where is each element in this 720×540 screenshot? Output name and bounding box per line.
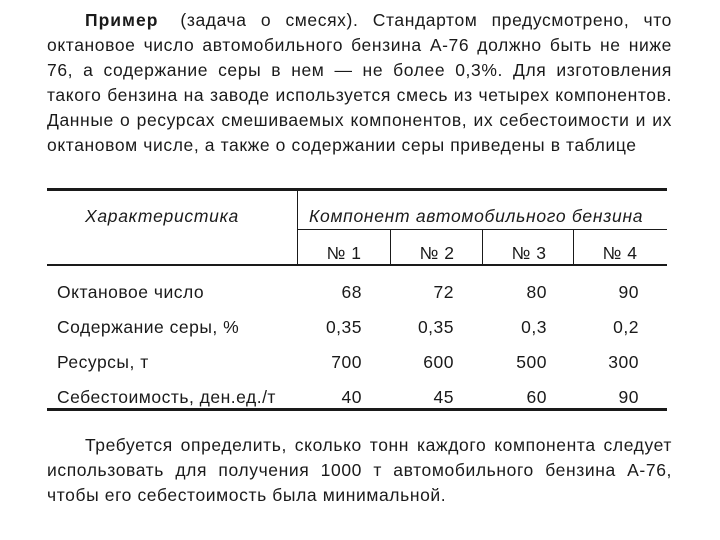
table-cell: 45 <box>433 387 454 407</box>
question-paragraph <box>47 433 672 508</box>
table-cell: 600 <box>423 352 454 372</box>
row-label-cost: Себестоимость, ден.ед./т <box>57 387 276 407</box>
component-number-3: № 3 <box>511 243 547 263</box>
table-cell: 0,35 <box>325 317 362 337</box>
intro-paragraph <box>47 8 672 158</box>
question-text: Требуется определить, сколько тонн каждого компонента следует использовать для получения 1000 т автомобильного бензина А-76, чтобы его себестоимость была минимальной. <box>47 435 672 505</box>
table-header-rule <box>47 264 667 266</box>
table-cell: 80 <box>526 282 547 302</box>
table-cell: 72 <box>433 282 454 302</box>
table-top-rule <box>47 188 667 191</box>
table-cell: 0,3 <box>521 317 547 337</box>
table-cell: 0,35 <box>417 317 454 337</box>
table-cell: 40 <box>341 387 362 407</box>
table-bottom-rule <box>47 408 667 411</box>
header-characteristic: Характеристика <box>85 206 239 226</box>
table-cell: 500 <box>516 352 547 372</box>
table-cell: 60 <box>526 387 547 407</box>
components-table <box>47 188 667 411</box>
table-cell: 0,2 <box>613 317 639 337</box>
example-lead-word: Пример <box>85 10 159 30</box>
header-component: Компонент автомобильного бензина <box>309 206 644 226</box>
table-cell: 700 <box>331 352 362 372</box>
row-label-sulfur: Содержание серы, % <box>57 317 240 337</box>
intro-text: Стандартом предусмотрено, что октановое число автомобильного бензина А-76 должно быть не ниже 76, а содержание серы в нем — не более 0,3%. Для изготовления такого бензина на заводе используется смесь из четырех компонентов. Данные о ресурсах смешиваемых компонентов, их себестоимости и их октановом числе, а также о содержании серы приведены в таблице <box>47 10 673 155</box>
row-label-octane: Октановое число <box>57 282 205 302</box>
table-cell: 90 <box>618 387 639 407</box>
table-cell: 90 <box>618 282 639 302</box>
row-label-resources: Ресурсы, т <box>57 352 149 372</box>
example-parenthetical: (задача о смесях). <box>180 10 359 30</box>
component-number-2: № 2 <box>419 243 455 263</box>
component-number-4: № 4 <box>602 243 638 263</box>
table-cell: 300 <box>608 352 639 372</box>
component-number-1: № 1 <box>326 243 362 263</box>
table-cell: 68 <box>341 282 362 302</box>
